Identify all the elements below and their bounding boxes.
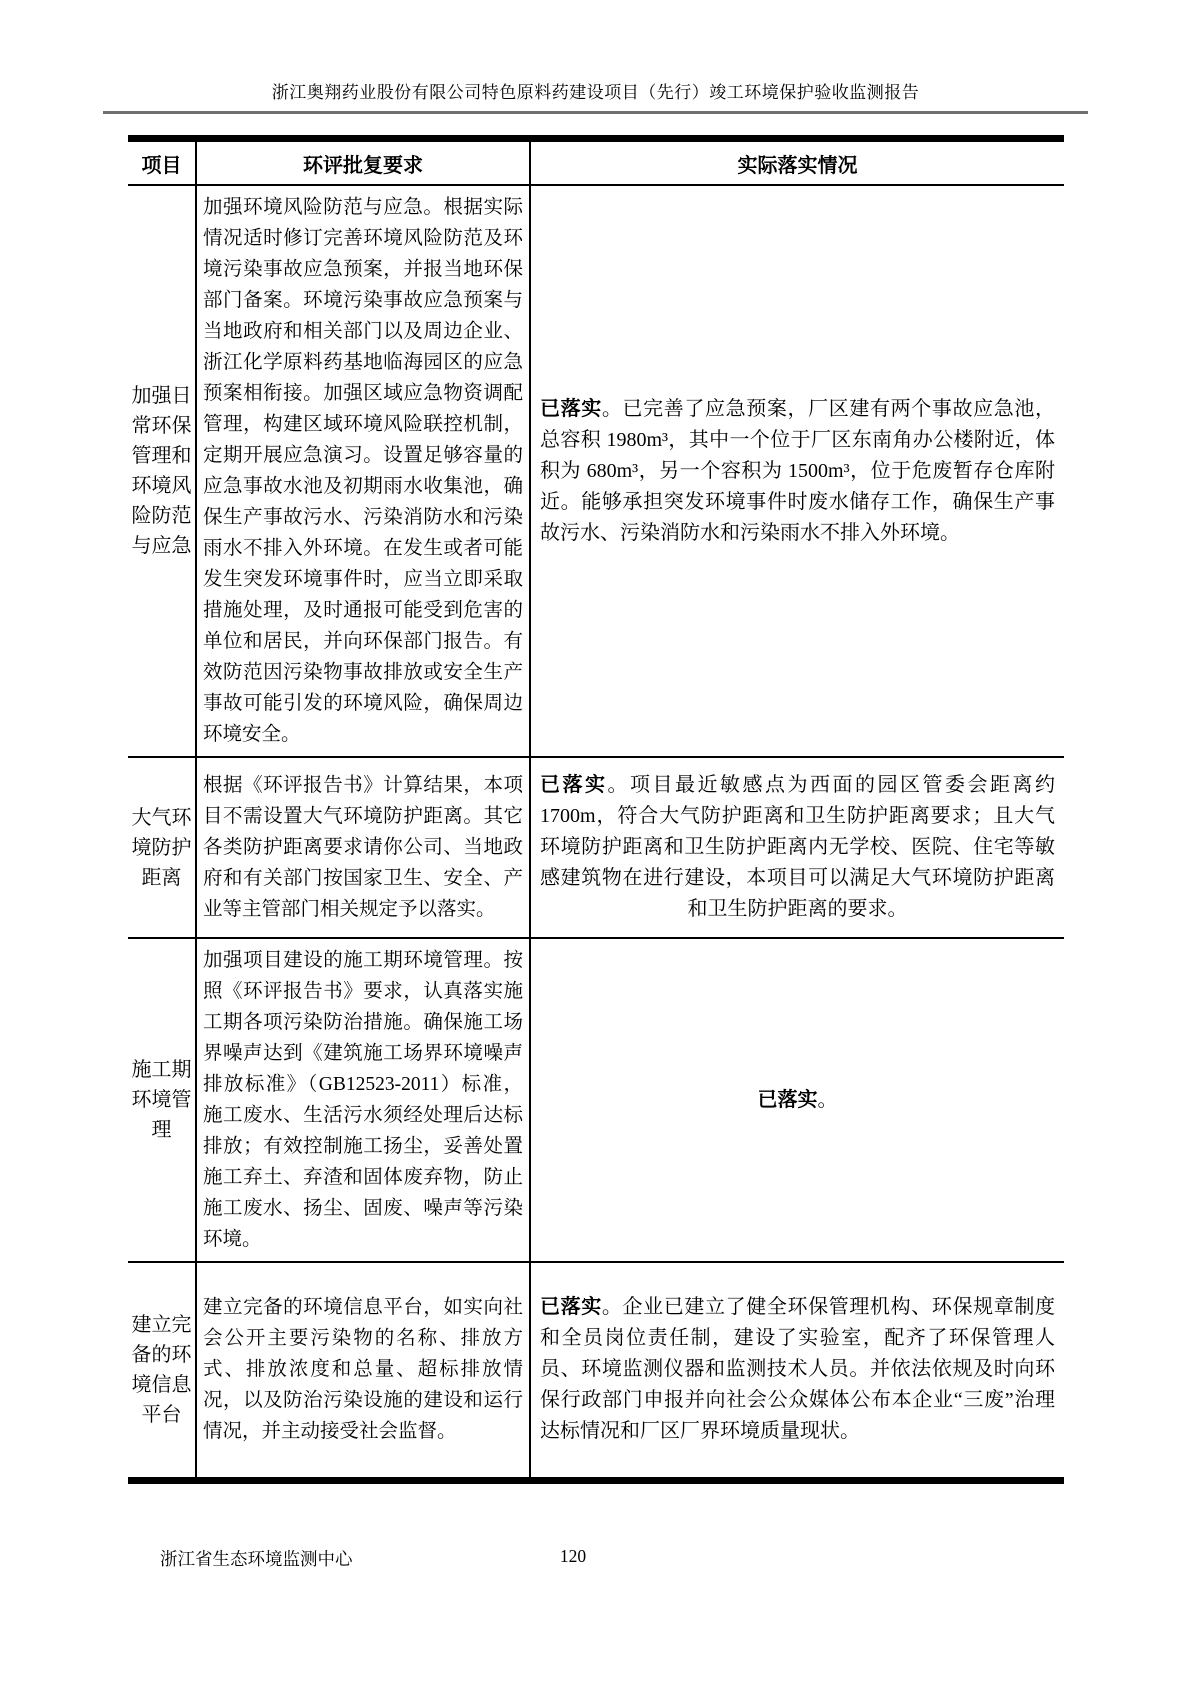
column-header-status: 实际落实情况	[530, 139, 1064, 186]
status-cell	[530, 938, 1064, 1262]
document-header-title: 浙江奥翔药业股份有限公司特色原料药建设项目（先行）竣工环境保护验收监测报告	[271, 83, 920, 102]
status-cell	[530, 1262, 1064, 1480]
header-divider	[103, 111, 1088, 114]
item-cell: 建立完备的环境信息平台	[128, 1262, 196, 1480]
table-header-row	[128, 139, 1064, 186]
table-row	[128, 757, 1064, 938]
requirement-cell: 建立完备的环境信息平台，如实向社会公开主要污染物的名称、排放方式、排放浓度和总量、超标排放情况，以及防治污染设施的建设和运行情况，并主动接受社会监督。	[196, 1262, 530, 1480]
page-number: 120	[559, 1546, 587, 1566]
requirement-cell: 加强项目建设的施工期环境管理。按照《环评报告书》要求，认真落实施工期各项污染防治措施。确保施工场界噪声达到《建筑施工场界环境噪声排放标准》（GB12523-2011）标准，施工废水、生活污水须经处理后达标排放；有效控制施工扬尘，妥善处置施工弃土、弃渣和固体废弃物，防止施工废水、扬尘、固废、噪声等污染环境。	[196, 938, 530, 1262]
status-detail-text: 。已完善了应急预案，厂区建有两个事故应急池，总容积 1980m³，其中一个位于厂区东南角办公楼附近，体积为 680m³，另一个容积为 1500m³，位于危废暂存仓库附近。能够承担突发环境事件时废水储存工作，确保生产事故污水、污染消防水和污染雨水不排入外环境。	[540, 397, 1055, 544]
status-cell	[530, 757, 1064, 938]
status-implemented-label: 已落实	[540, 774, 608, 796]
item-cell: 大气环境防护距离	[128, 757, 196, 938]
table-row	[128, 938, 1064, 1262]
status-implemented-label: 已落实	[540, 1296, 602, 1319]
status-implemented-label: 已落实	[540, 397, 602, 420]
status-implemented-label: 已落实	[757, 1088, 818, 1111]
column-header-item: 项目	[128, 139, 196, 186]
table-row	[128, 185, 1064, 757]
table-row	[128, 1262, 1064, 1480]
requirement-cell: 根据《环评报告书》计算结果，本项目不需设置大气环境防护距离。其它各类防护距离要求请你公司、当地政府和有关部门按国家卫生、安全、产业等主管部门相关规定予以落实。	[196, 757, 530, 938]
status-detail-text: 。项目最近敏感点为西面的园区管委会距离约1700m，符合大气防护距离和卫生防护距离要求；且大气环境防护距离和卫生防护距离内无学校、医院、住宅等敏感建筑物在进行建设，本项目可以满足大气环境防护距离和卫生防护距离的要求。	[540, 774, 1055, 920]
status-detail-text: 。企业已建立了健全环保管理机构、环保规章制度和全员岗位责任制，建设了实验室，配齐了环保管理人员、环境监测仪器和监测技术人员。并依法依规及时向环保行政部门申报并向社会公众媒体公布本企业“三废”治理达标情况和厂区厂界环境质量现状。	[540, 1296, 1055, 1443]
requirement-cell: 加强环境风险防范与应急。根据实际情况适时修订完善环境风险防范及环境污染事故应急预案，并报当地环保部门备案。环境污染事故应急预案与当地政府和相关部门以及周边企业、浙江化学原料药基地临海园区的应急预案相衔接。加强区域应急物资调配管理，构建区域环境风险联控机制，定期开展应急演习。设置足够容量的应急事故水池及初期雨水收集池，确保生产事故污水、污染消防水和污染雨水不排入外环境。在发生或者可能发生突发环境事件时，应当立即采取措施处理，及时通报可能受到危害的单位和居民，并向环保部门报告。有效防范因污染物事故排放或安全生产事故可能引发的环境风险，确保周边环境安全。	[196, 185, 530, 757]
column-header-requirement: 环评批复要求	[196, 139, 530, 186]
status-cell	[530, 185, 1064, 757]
item-cell: 施工期环境管理	[128, 938, 196, 1262]
status-detail-text: 。	[817, 1088, 838, 1111]
item-cell: 加强日常环保管理和环境风险防范与应急	[128, 185, 196, 757]
footer-organization: 浙江省生态环境监测中心	[160, 1549, 353, 1569]
eia-approval-implementation-table	[128, 135, 1064, 1484]
